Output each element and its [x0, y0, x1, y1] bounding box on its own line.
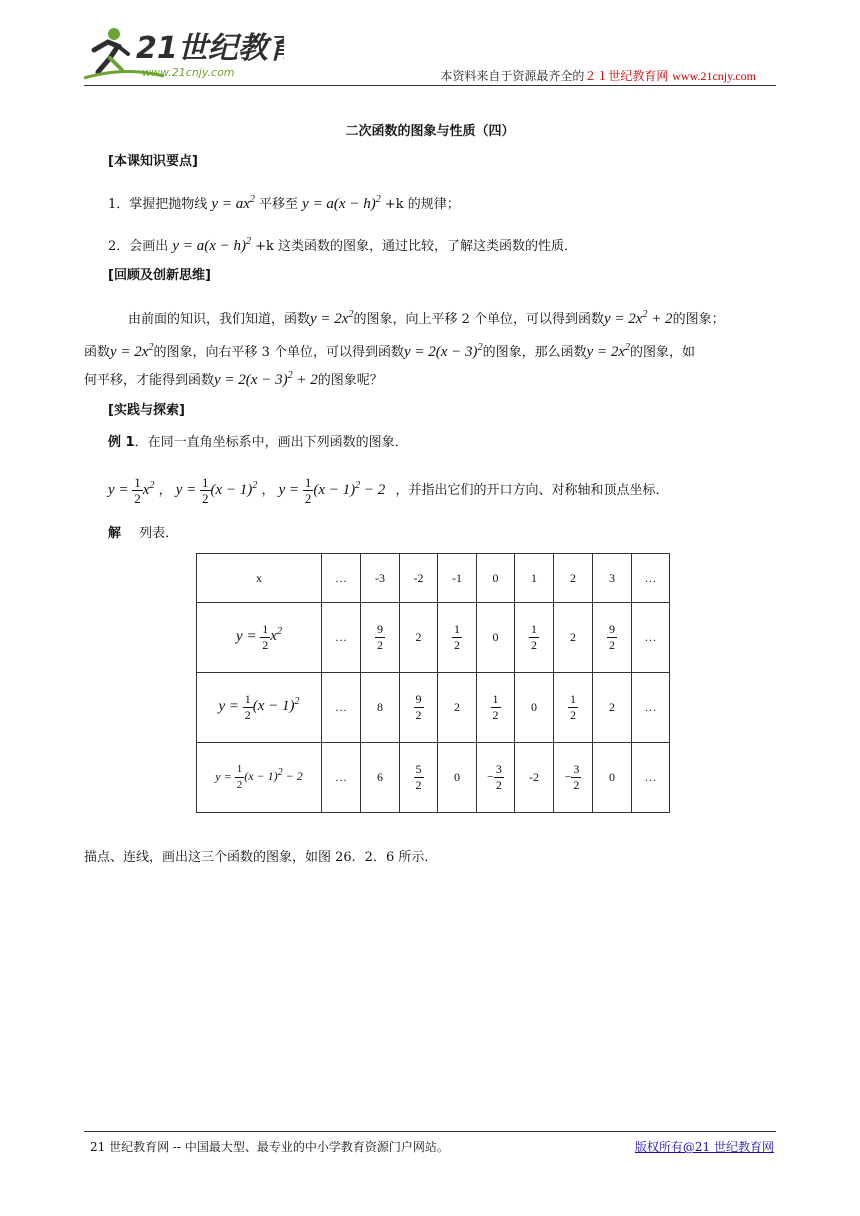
- review-line-3: 何平移，才能得到函数$y = 2(x - 3)^2 + 2$的图象呢？: [84, 370, 383, 388]
- value-table: [196, 553, 670, 813]
- header-source: 本资料来自于资源最齐全的２１世纪教育网 www.21cnjy.com: [440, 69, 756, 83]
- solution-line: 解 列表．: [108, 526, 179, 541]
- row-func-3: y = $\frac{1}{2}$ $(x - 1)^2 - 2$: [197, 743, 322, 813]
- section-heading-points: [本课知识要点]: [108, 154, 198, 169]
- table-header-x: x: [197, 554, 322, 603]
- table-row-x: x … -3 -2 -1 0 1 2 3 …: [197, 554, 670, 603]
- row-func-1: y = $\frac{1}{2}$ $x^2$: [197, 603, 322, 673]
- footer-left: 21 世纪教育网 -- 中国最大型、最专业的中小学教育资源门户网站。: [90, 1140, 449, 1154]
- header-url[interactable]: www.21cnjy.com: [672, 69, 756, 83]
- section-heading-practice: [实践与探索]: [108, 403, 185, 418]
- header-divider: [84, 85, 776, 86]
- footer-copyright-link[interactable]: 版权所有@21 世纪教育网: [634, 1140, 774, 1154]
- table-row-1: y = $\frac{1}{2}$ $x^2$ … $\frac{9}{2}$ 2 $\frac{1}{2}$ 0 $\frac{1}{2}$ 2 $\frac{9}{2}$ …: [197, 603, 670, 673]
- point-item-2: 2．会画出 $y = a(x - h)^2 +k$ 这类函数的图象，通过比较，了解这类函数的性质．: [108, 236, 578, 254]
- svg-text:www.21cnjy.com: www.21cnjy.com: [142, 66, 235, 79]
- section-heading-review: [回顾及创新思维]: [108, 268, 211, 283]
- closing-text: 描点、连线，画出这三个函数的图象，如图 26．2．6 所示．: [84, 850, 438, 865]
- page-title: 二次函数的图象与性质（四）: [345, 124, 515, 139]
- formula-y-ax2: $y = ax^2$: [211, 194, 255, 212]
- review-line-1: 由前面的知识，我们知道，函数$y = 2x^2$的图象，向上平移 2 个单位，可以得到函数$y = 2x^2 + 2$的图象；: [128, 309, 725, 327]
- table-row-2: y = $\frac{1}{2}$ $(x - 1)^2$ … 8 $\frac{9}{2}$ 2 $\frac{1}{2}$ 0 $\frac{1}{2}$ 2 …: [197, 673, 670, 743]
- formula-y-a-x-h-2: $y = a(x - h)^2$: [302, 194, 381, 212]
- review-line-2: 函数$y = 2x^2$的图象，向右平移 3 个单位，可以得到函数$y = 2(x - 3)^2$的图象，那么函数$y = 2x^2$的图象，如: [84, 342, 696, 360]
- row-func-2: y = $\frac{1}{2}$ $(x - 1)^2$: [197, 673, 322, 743]
- svg-text:21世纪教育: 21世纪教育: [136, 31, 284, 66]
- site-logo: [84, 22, 284, 84]
- point-item-1: 1．掌握把抛物线 $y = ax^2$ 平移至 $y = a(x - h)^2 +k$ 的规律；: [108, 194, 460, 212]
- table-row-3: y = $\frac{1}{2}$ $(x - 1)^2 - 2$ … 6 $\frac{5}{2}$ 0 − $\frac{3}{2}$ -2 − $\frac{3}{2}$ 0 …: [197, 743, 670, 813]
- footer-divider: [84, 1131, 776, 1132]
- formula-y-a-x-h-2: $y = a(x - h)^2$: [172, 236, 251, 254]
- example-functions: y = $\frac{1}{2}$ $x^2$ ， y = $\frac{1}{2}$ $(x - 1)^2$ ， y = $\frac{1}{2}$ $(x - 1)^2 - 2$ ，并指出它们的开口方向、对称轴和顶点坐标．: [108, 475, 669, 506]
- example-1: 例 1．在同一直角坐标系中，画出下列函数的图象．: [108, 435, 408, 450]
